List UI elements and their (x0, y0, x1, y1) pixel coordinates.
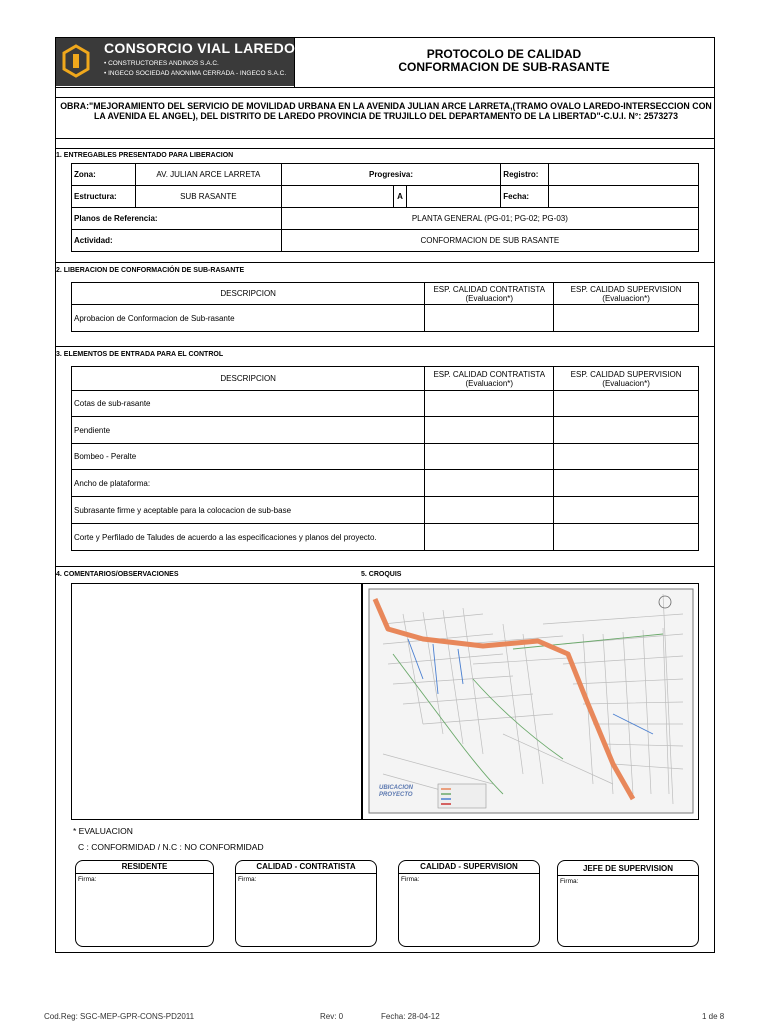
comments-box[interactable] (71, 583, 362, 820)
estructura-to[interactable] (407, 186, 501, 208)
estructura-value[interactable]: SUB RASANTE (135, 186, 281, 208)
divider (55, 566, 715, 567)
section-title: 4. COMENTARIOS/OBSERVACIONES (56, 571, 179, 578)
col-header-supervision (554, 367, 699, 391)
signature-firma-label: Firma: (238, 876, 257, 883)
croquis-box (362, 583, 699, 820)
document-title (294, 38, 714, 86)
planos-value[interactable]: PLANTA GENERAL (PG-01; PG-02; PG-03) (281, 208, 698, 230)
location-map (363, 584, 698, 819)
section-title: 3. ELEMENTOS DE ENTRADA PARA EL CONTROL (56, 351, 224, 358)
signature-role: RESIDENTE (121, 862, 168, 871)
company-name: CONSORCIO VIAL LAREDO (104, 40, 296, 56)
evaluation-cell[interactable] (554, 305, 699, 332)
col-header-line: ESP. CALIDAD SUPERVISION (570, 284, 682, 294)
signature-role: CALIDAD - SUPERVISION (420, 862, 518, 871)
company-member: • CONSTRUCTORES ANDINOS S.A.C. (104, 60, 219, 67)
evaluation-cell[interactable] (425, 497, 554, 524)
progresiva-field[interactable] (281, 164, 501, 186)
evaluation-cell[interactable] (554, 417, 699, 444)
planos-label: Planos de Referencia: (72, 208, 282, 230)
signature-firma-label: Firma: (78, 876, 97, 883)
a-label: A (393, 186, 407, 208)
registro-value[interactable] (549, 164, 699, 186)
signature-box-calidad-contratista[interactable] (235, 860, 377, 947)
signature-firma-label: Firma: (401, 876, 420, 883)
evaluation-legend-text: C : CONFORMIDAD / N.C : NO CONFORMIDAD (78, 842, 264, 852)
evaluation-cell[interactable] (425, 391, 554, 417)
divider (55, 97, 715, 98)
actividad-label: Actividad: (72, 230, 282, 252)
table-row-label: Pendiente (72, 417, 425, 444)
signature-box-residente[interactable] (75, 860, 214, 947)
table-row-label: Ancho de plataforma: (72, 470, 425, 497)
signature-firma-label: Firma: (560, 878, 579, 885)
col-header-supervision (554, 283, 699, 305)
map-label: UBICACION (379, 785, 413, 791)
table-row-label: Subrasante firme y aceptable para la colocacion de sub-base (72, 497, 425, 524)
col-header-line: (Evaluacion*) (465, 293, 514, 303)
signature-box-jefe-supervision[interactable] (557, 860, 699, 947)
evaluation-cell[interactable] (425, 305, 554, 332)
table-row-label: Bombeo - Peralte (72, 444, 425, 470)
elementos-table (71, 366, 699, 551)
title-line: CONFORMACION DE SUB-RASANTE (398, 60, 610, 74)
table-row-label: Cotas de sub-rasante (72, 391, 425, 417)
company-member: • INGECO SOCIEDAD ANONIMA CERRADA - INGECO S.A.C. (104, 70, 287, 77)
estructura-from[interactable] (281, 186, 393, 208)
evaluation-cell[interactable] (425, 444, 554, 470)
map-label: PROYECTO (379, 792, 413, 798)
evaluation-cell[interactable] (425, 524, 554, 551)
section-title: 2. LIBERACION DE CONFORMACIÓN DE SUB-RASANTE (56, 267, 245, 274)
evaluation-cell[interactable] (425, 417, 554, 444)
signature-box-calidad-supervision[interactable] (398, 860, 540, 947)
col-header-line: (Evaluacion*) (602, 293, 650, 303)
zona-label: Zona: (72, 164, 136, 186)
obra-description: OBRA:"MEJORAMIENTO DEL SERVICIO DE MOVILIDAD URBANA EN LA AVENIDA JULIAN ARCE LARRETA,(TRAMO OVALO LAREDO-INTERSECCION CON LA AVENIDA EL ANGEL), DEL DISTRITO DE LAREDO PROVINCIA DE TRUJILLO DEL DEPARTAMENTO DE LA LIBERTAD"-C.U.I. N°: 2573273 (60, 101, 712, 121)
evaluation-legend-title: * EVALUACION (73, 826, 133, 836)
col-header-line: ESP. CALIDAD CONTRATISTA (433, 284, 546, 294)
signature-role: JEFE DE SUPERVISION (582, 864, 674, 873)
table-row-label: Aprobacion de Conformacion de Sub-rasante (72, 305, 425, 332)
col-header-descripcion: DESCRIPCION (72, 283, 425, 305)
divider (55, 87, 715, 88)
col-header-line: (Evaluacion*) (602, 378, 650, 388)
registro-label: Registro: (501, 164, 549, 186)
evaluation-cell[interactable] (554, 391, 699, 417)
entregables-table (71, 163, 699, 252)
divider (55, 138, 715, 139)
estructura-label: Estructura: (72, 186, 136, 208)
col-header-contratista (425, 283, 554, 305)
footer-code: Cod.Reg: SGC-MEP-GPR-CONS-PD2011 (44, 1012, 195, 1021)
evaluation-cell[interactable] (554, 470, 699, 497)
evaluation-cell[interactable] (554, 444, 699, 470)
col-header-contratista (425, 367, 554, 391)
fecha-label: Fecha: (501, 186, 549, 208)
evaluation-cell[interactable] (554, 524, 699, 551)
progresiva-label: Progresiva: (368, 170, 414, 179)
section-title: 5. CROQUIS (361, 571, 402, 578)
actividad-value[interactable]: CONFORMACION DE SUB RASANTE (281, 230, 698, 252)
footer-date: Fecha: 28-04-12 (381, 1012, 440, 1021)
divider (55, 148, 715, 149)
footer-page: 1 de 8 (702, 1012, 725, 1021)
hexagon-logo-icon (62, 44, 90, 78)
section-title: 1. ENTREGABLES PRESENTADO PARA LIBERACION (56, 152, 234, 159)
title-line: PROTOCOLO DE CALIDAD (426, 47, 582, 61)
divider (55, 262, 715, 263)
col-header-descripcion: DESCRIPCION (72, 367, 425, 391)
zona-value[interactable]: AV. JULIAN ARCE LARRETA (135, 164, 281, 186)
table-row-label: Corte y Perfilado de Taludes de acuerdo a las especificaciones y planos del proyecto. (72, 524, 425, 551)
col-header-line: ESP. CALIDAD SUPERVISION (570, 369, 682, 379)
divider (55, 346, 715, 347)
signature-role: CALIDAD - CONTRATISTA (256, 862, 356, 871)
col-header-line: ESP. CALIDAD CONTRATISTA (433, 369, 546, 379)
evaluation-cell[interactable] (425, 470, 554, 497)
fecha-value[interactable] (549, 186, 699, 208)
col-header-line: (Evaluacion*) (465, 378, 514, 388)
footer-rev: Rev: 0 (320, 1012, 344, 1021)
liberacion-table (71, 282, 699, 332)
evaluation-cell[interactable] (554, 497, 699, 524)
